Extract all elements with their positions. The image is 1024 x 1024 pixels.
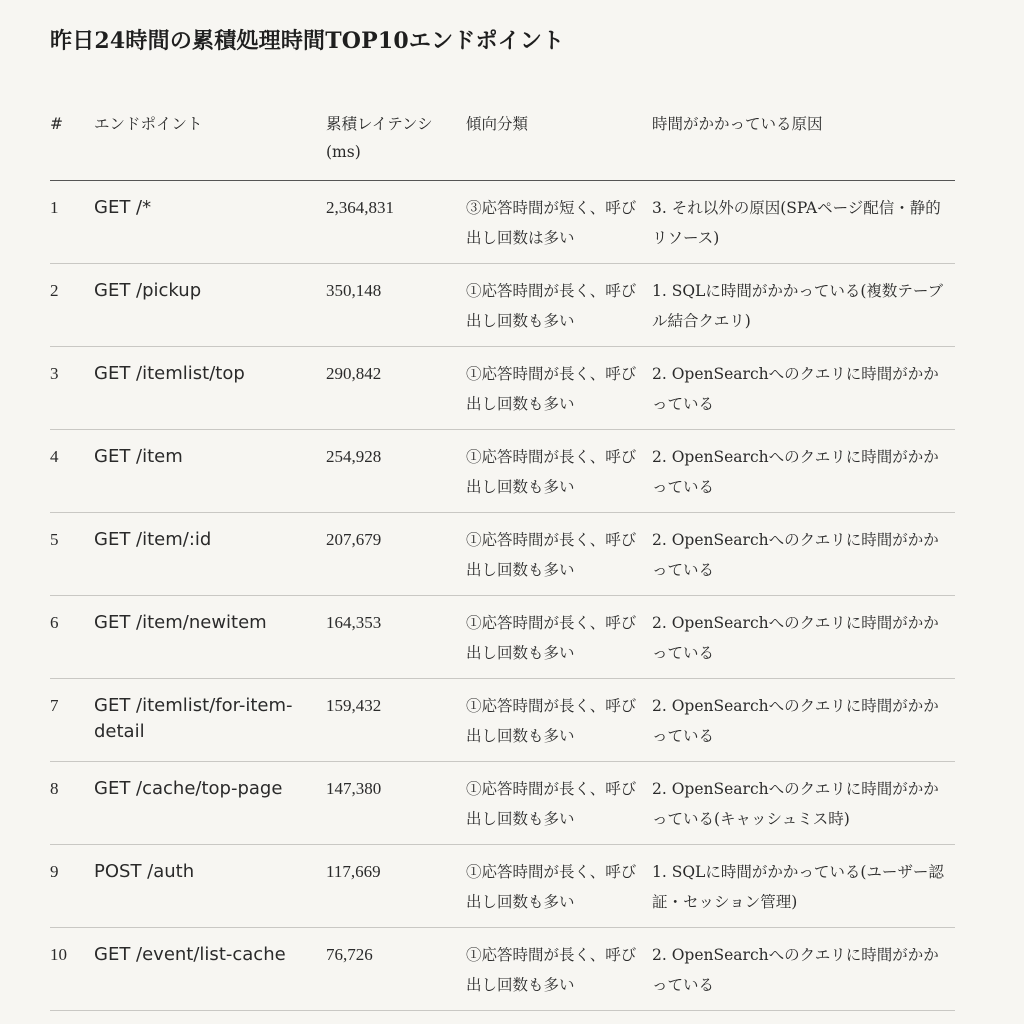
- cell-latency: 254,928: [326, 447, 382, 466]
- cell-endpoint: GET /item: [94, 446, 183, 467]
- cell-endpoint: GET /item/newitem: [94, 612, 267, 633]
- table-row: [50, 928, 955, 1011]
- cell-endpoint: GET /*: [94, 197, 152, 218]
- cell-category: ①応答時間が長く、呼び出し回数も多い: [466, 282, 637, 330]
- cell-cause: 2. OpenSearchへのクエリに時間がかかっている: [652, 946, 939, 994]
- cell-num: 6: [50, 613, 59, 632]
- cell-endpoint: GET /itemlist/for-item-detail: [94, 695, 293, 742]
- table-row: [50, 181, 955, 264]
- page-title: 昨日24時間の累積処理時間TOP10エンドポイント: [50, 28, 565, 54]
- column-header-cause: 時間がかかっている原因: [652, 115, 823, 133]
- cell-num: 1: [50, 198, 59, 217]
- table-row: [50, 762, 955, 845]
- cell-category: ①応答時間が長く、呼び出し回数も多い: [466, 531, 637, 579]
- cell-category: ①応答時間が長く、呼び出し回数も多い: [466, 863, 637, 911]
- cell-category: ③応答時間が短く、呼び出し回数は多い: [466, 199, 637, 247]
- cell-num: 8: [50, 779, 59, 798]
- cell-endpoint: GET /cache/top-page: [94, 778, 283, 799]
- cell-endpoint: GET /event/list-cache: [94, 944, 286, 965]
- column-header-category: 傾向分類: [466, 115, 529, 133]
- cell-endpoint: GET /item/:id: [94, 529, 212, 550]
- table-row: [50, 347, 955, 430]
- cell-cause: 1. SQLに時間がかかっている(ユーザー認証・セッション管理): [652, 863, 944, 911]
- cell-cause: 2. OpenSearchへのクエリに時間がかかっている: [652, 614, 939, 662]
- cell-cause: 2. OpenSearchへのクエリに時間がかかっている: [652, 365, 939, 413]
- cell-category: ①応答時間が長く、呼び出し回数も多い: [466, 365, 637, 413]
- table-row: [50, 845, 955, 928]
- column-header-latency: 累積レイテンシ(ms): [326, 115, 433, 161]
- table-row: [50, 430, 955, 513]
- table-row: [50, 596, 955, 679]
- cell-cause: 1. SQLに時間がかかっている(複数テーブル結合クエリ): [652, 282, 944, 330]
- cell-cause: 2. OpenSearchへのクエリに時間がかかっている(キャッシュミス時): [652, 780, 939, 828]
- cell-endpoint: GET /pickup: [94, 280, 202, 301]
- cell-cause: 2. OpenSearchへのクエリに時間がかかっている: [652, 531, 939, 579]
- cell-num: 10: [50, 945, 67, 964]
- table-header-row: [50, 110, 955, 181]
- cell-cause: 3. それ以外の原因(SPAページ配信・静的リソース): [652, 199, 941, 247]
- cell-num: 9: [50, 862, 59, 881]
- cell-endpoint: POST /auth: [94, 861, 195, 882]
- document-page: [50, 26, 955, 1011]
- table-row: [50, 264, 955, 347]
- cell-latency: 164,353: [326, 613, 382, 632]
- cell-latency: 147,380: [326, 779, 382, 798]
- cell-cause: 2. OpenSearchへのクエリに時間がかかっている: [652, 448, 939, 496]
- column-header-endpoint: エンドポイント: [94, 115, 203, 133]
- cell-latency: 207,679: [326, 530, 382, 549]
- cell-num: 5: [50, 530, 59, 549]
- cell-num: 2: [50, 281, 59, 300]
- cell-latency: 76,726: [326, 945, 373, 964]
- cell-category: ①応答時間が長く、呼び出し回数も多い: [466, 697, 637, 745]
- cell-category: ①応答時間が長く、呼び出し回数も多い: [466, 780, 637, 828]
- cell-category: ①応答時間が長く、呼び出し回数も多い: [466, 614, 637, 662]
- cell-latency: 117,669: [326, 862, 381, 881]
- column-header-num: #: [50, 115, 63, 133]
- cell-latency: 290,842: [326, 364, 382, 383]
- table-row: [50, 679, 955, 762]
- endpoint-table: [50, 110, 955, 1011]
- table-row: [50, 513, 955, 596]
- cell-category: ①応答時間が長く、呼び出し回数も多い: [466, 448, 637, 496]
- cell-num: 7: [50, 696, 59, 715]
- cell-num: 4: [50, 447, 59, 466]
- cell-endpoint: GET /itemlist/top: [94, 363, 245, 384]
- cell-latency: 350,148: [326, 281, 382, 300]
- cell-latency: 159,432: [326, 696, 382, 715]
- cell-category: ①応答時間が長く、呼び出し回数も多い: [466, 946, 637, 994]
- cell-cause: 2. OpenSearchへのクエリに時間がかかっている: [652, 697, 939, 745]
- cell-num: 3: [50, 364, 59, 383]
- cell-latency: 2,364,831: [326, 198, 394, 217]
